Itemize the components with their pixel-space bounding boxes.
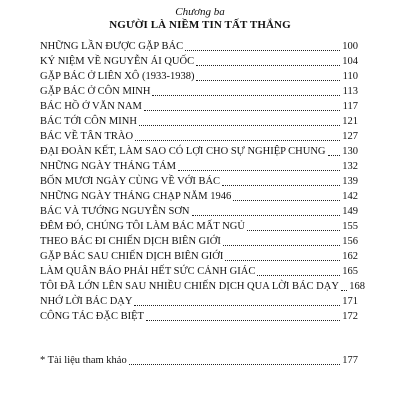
toc-entry[interactable] (40, 159, 358, 174)
toc-entry[interactable] (40, 294, 358, 309)
toc-entry-page: 171 (342, 296, 358, 307)
toc-entry-page: 110 (342, 71, 358, 82)
toc-entry[interactable] (40, 99, 358, 114)
toc-entry-page: 168 (349, 281, 365, 292)
toc-entry[interactable] (40, 309, 358, 324)
toc-entry-page: 104 (342, 56, 358, 67)
dot-leader (135, 140, 340, 141)
toc-entry-title: * Tài liệu tham khảo (40, 355, 127, 366)
toc-entry-title: BỐN MƯƠI NGÀY CÙNG VỀ VỚI BÁC (40, 176, 221, 187)
dot-leader (222, 185, 340, 186)
dot-leader (328, 155, 340, 156)
toc-entry-title: BÁC TỚI CÔN MINH (40, 116, 137, 127)
dot-leader (139, 125, 340, 126)
toc-entry-page: 121 (342, 116, 358, 127)
toc-entry[interactable] (40, 39, 358, 54)
toc-entry[interactable] (40, 144, 358, 159)
dot-leader (223, 245, 340, 246)
toc-entry-title: CÔNG TÁC ĐẶC BIỆT (40, 311, 144, 322)
toc-entry-page: 165 (342, 266, 358, 277)
dot-leader (178, 170, 340, 171)
toc-entry-page: 162 (342, 251, 358, 262)
toc-entry[interactable] (40, 249, 358, 264)
toc-entry[interactable] (40, 54, 358, 69)
toc-entry[interactable] (40, 129, 358, 144)
dot-leader (144, 110, 340, 111)
toc-entry-title: KỶ NIỆM VỀ NGUYỄN ÁI QUỐC (40, 56, 195, 67)
toc-entry-page: 132 (342, 161, 358, 172)
toc-entry-page: 139 (342, 176, 358, 187)
toc-entry[interactable] (40, 174, 358, 189)
toc-entry[interactable] (40, 114, 358, 129)
dot-leader (134, 305, 340, 306)
toc-entry[interactable] (40, 204, 358, 219)
toc-entry-title: NHỚ LỜI BÁC DẠY (40, 296, 133, 307)
toc-entry-title: THEO BÁC ĐI CHIẾN DỊCH BIÊN GIỚI (40, 236, 221, 247)
dot-leader (146, 320, 340, 321)
toc-entry-page: 113 (342, 86, 358, 97)
toc-entry-page: 172 (342, 311, 358, 322)
toc-entry[interactable] (40, 189, 358, 204)
toc-entry-page: 127 (342, 131, 358, 142)
toc-entry[interactable] (40, 234, 358, 249)
toc-entry-title: BÁC HỒ Ở VĂN NAM (40, 101, 142, 112)
dot-leader (225, 260, 340, 261)
dot-leader (185, 50, 340, 51)
toc-entry-title: BÁC VÀ TƯỚNG NGUYỄN SƠN (40, 206, 190, 217)
toc-entry-title: NHỮNG NGÀY THÁNG TÁM (40, 161, 176, 172)
toc-entry-title: GẶP BÁC SAU CHIẾN DỊCH BIÊN GIỚI (40, 251, 224, 262)
dot-leader (196, 65, 340, 66)
toc-entry-page: 130 (342, 146, 358, 157)
dot-leader (341, 290, 347, 291)
toc-entry-page: 155 (342, 221, 358, 232)
toc-entry-page: 156 (342, 236, 358, 247)
toc-entry-title: GẶP BÁC Ở CÔN MINH (40, 86, 151, 97)
toc-entry-page: 142 (342, 191, 358, 202)
toc-entry-title: TÔI ĐÃ LỚN LÊN SAU NHIỀU CHIẾN DỊCH QUA LỜI BÁC DẠY (40, 281, 339, 292)
appendix-entry[interactable] (40, 353, 358, 368)
toc-entry-page: 117 (342, 101, 358, 112)
toc-entry[interactable] (40, 219, 358, 234)
toc-entry-title: NHỮNG LẦN ĐƯỢC GẶP BÁC (40, 41, 184, 52)
toc-entry-title: ĐÊM ĐÓ, CHÚNG TÔI LÀM BÁC MẤT NGỦ (40, 221, 245, 232)
toc-entry[interactable] (40, 264, 358, 279)
toc-entry[interactable] (40, 84, 358, 99)
toc-entry-page: 149 (342, 206, 358, 217)
dot-leader (196, 80, 340, 81)
toc-entry-title: NHỮNG NGÀY THÁNG CHẠP NĂM 1946 (40, 191, 232, 202)
chapter-title: NGƯỜI LÀ NIỀM TIN TẤT THẮNG (109, 19, 291, 31)
toc-list (40, 39, 365, 324)
dot-leader (192, 215, 340, 216)
dot-leader (129, 364, 340, 365)
dot-leader (257, 275, 340, 276)
toc-entry-title: GẶP BÁC Ở LIÊN XÔ (1933-1938) (40, 71, 195, 82)
dot-leader (247, 230, 340, 231)
toc-entry[interactable] (40, 279, 365, 294)
toc-entry-page: 100 (342, 41, 358, 52)
dot-leader (233, 200, 340, 201)
dot-leader (152, 95, 340, 96)
toc-entry[interactable] (40, 69, 358, 84)
toc-entry-page: 177 (342, 355, 358, 366)
toc-entry-title: LÀM QUÂN BÁO PHẢI HẾT SỨC CẢNH GIÁC (40, 266, 256, 277)
toc-entry-title: BÁC VỀ TÂN TRÀO (40, 131, 134, 142)
toc-entry-title: ĐẠI ĐOÀN KẾT, LÀM SAO CÓ LỢI CHO SỰ NGHIỆP CHUNG (40, 146, 326, 157)
chapter-label: Chương ba (175, 6, 225, 18)
